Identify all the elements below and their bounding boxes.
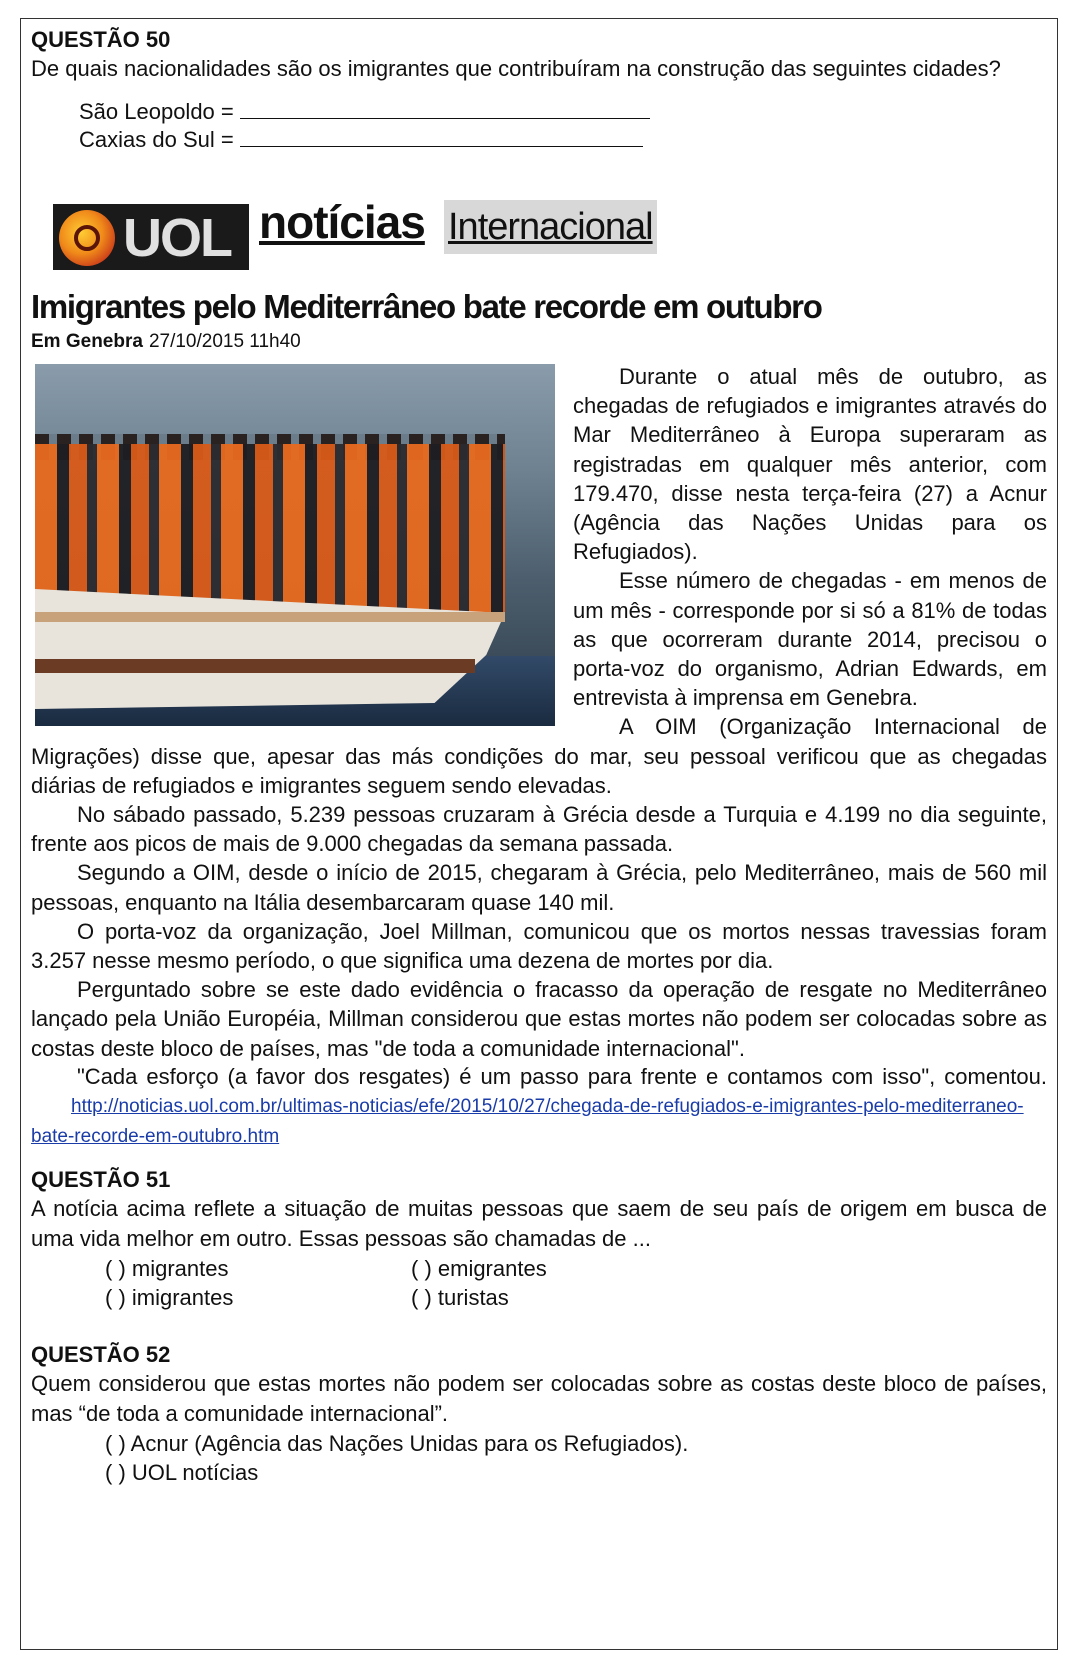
question-52-text: Quem considerou que estas mortes não podem ser colocadas sobre as costas deste bloco de países, mas “de toda a comunidade internacional”. <box>31 1370 1047 1426</box>
article-location: Em Genebra <box>31 331 143 352</box>
uol-logo-text: UOL <box>123 208 231 268</box>
answer-blank[interactable] <box>240 128 643 147</box>
uol-emblem-icon <box>59 210 115 266</box>
boat-deck <box>35 612 505 622</box>
option-imigrantes[interactable]: ( ) imigrantes <box>105 1284 234 1310</box>
fill-row-sao-leopoldo <box>31 98 1047 126</box>
question-52-options <box>31 1429 1047 1487</box>
question-50-title: QUESTÃO 50 <box>31 27 171 52</box>
question-51-options <box>31 1254 1047 1312</box>
question-52-title: QUESTÃO 52 <box>31 1341 171 1367</box>
source-link[interactable]: http://noticias.uol.com.br/ultimas-noticias/efe/2015/10/27/chegada-de-refugiados-e-imigrantes-pelo-mediterraneo-bate-recorde-em-outubro.htm <box>31 1095 1024 1147</box>
option-migrantes[interactable]: ( ) migrantes <box>105 1255 229 1281</box>
article-paragraph: Segundo a OIM, desde o início de 2015, chegaram à Grécia, pelo Mediterrâneo, mais de 560 mil pessoas, enquanto na Itália desembarcaram quase 140 mil. <box>31 860 1047 915</box>
option-acnur[interactable]: ( ) Acnur (Agência das Nações Unidas para os Refugiados). <box>105 1430 689 1456</box>
article-paragraph: Esse número de chegadas - em menos de um mês - corresponde por si só a 81% de todas as que ocorreram durante 2014, precisou o porta-voz do organismo, Adrian Edwards, em entrevista à imprensa em Genebra. <box>573 568 1047 711</box>
noticias-title: notícias <box>259 196 425 248</box>
article-paragraph: Perguntado sobre se este dado evidência o fracasso da operação de resgate no Mediterrâneo lançado pela União Européia, Millman considerou que estas mortes não podem ser colocadas sobre as costas deste bloco de países, mas "de toda a comunidade internacional". <box>31 977 1047 1061</box>
question-50-text: De quais nacionalidades são os imigrantes que contribuíram na construção das seguintes cidades? <box>31 56 1001 81</box>
city-label: São Leopoldo = <box>79 99 234 124</box>
uol-logo <box>53 204 249 270</box>
section-label: Internacional <box>444 200 657 254</box>
article-paragraph: Durante o atual mês de outubro, as chegadas de refugiados e imigrantes através do Mar Mediterrâneo à Europa superaram as registradas em qualquer mês anterior, com 179.470, disse nesta terça-feira (27) a Acnur (Agência das Nações Unidas para os Refugiados). <box>573 364 1047 565</box>
answer-blank[interactable] <box>240 100 650 119</box>
worksheet-page <box>20 18 1058 1650</box>
uol-news-header <box>31 190 1047 278</box>
article-paragraph: No sábado passado, 5.239 pessoas cruzaram à Grécia desde a Turquia e 4.199 no dia seguinte, frente aos picos de mais de 9.000 chegadas da semana passada. <box>31 802 1047 857</box>
question-51-text: A notícia acima reflete a situação de muitas pessoas que saem de seu país de origem em busca de uma vida melhor em outro. Essas pessoas são chamadas de ... <box>31 1195 1047 1251</box>
crowd-life-vests <box>35 444 505 614</box>
fill-row-caxias-do-sul <box>31 126 1047 154</box>
refugee-boat-photo <box>35 364 555 726</box>
article-quote: "Cada esforço (a favor dos resgates) é um passo para frente e contamos com isso", comentou. <box>77 1063 1047 1089</box>
article-headline: Imigrantes pelo Mediterrâneo bate recorde em outubro <box>31 288 822 325</box>
city-label: Caxias do Sul = <box>79 127 234 152</box>
article-paragraph <box>31 1063 1047 1151</box>
option-emigrantes[interactable]: ( ) emigrantes <box>411 1255 547 1281</box>
article-dateline <box>31 328 1047 356</box>
question-51-title: QUESTÃO 51 <box>31 1166 171 1192</box>
option-uol-noticias[interactable]: ( ) UOL notícias <box>105 1459 259 1485</box>
worksheet-content <box>31 25 1047 1487</box>
option-turistas[interactable]: ( ) turistas <box>411 1284 509 1310</box>
boat-hull-stripe <box>35 659 475 673</box>
article-body <box>31 362 1047 1151</box>
article-paragraph: A OIM (Organização Internacional de Migrações) disse que, apesar das más condições do mar, seu pessoal verificou que as chegadas diárias de refugiados e imigrantes seguem sendo elevadas. <box>31 714 1047 798</box>
article-datetime: 27/10/2015 11h40 <box>148 331 301 352</box>
article-paragraph: O porta-voz da organização, Joel Millman, comunicou que os mortos nessas travessias foram 3.257 nesse mesmo período, o que significa uma dezena de mortes por dia. <box>31 918 1047 974</box>
